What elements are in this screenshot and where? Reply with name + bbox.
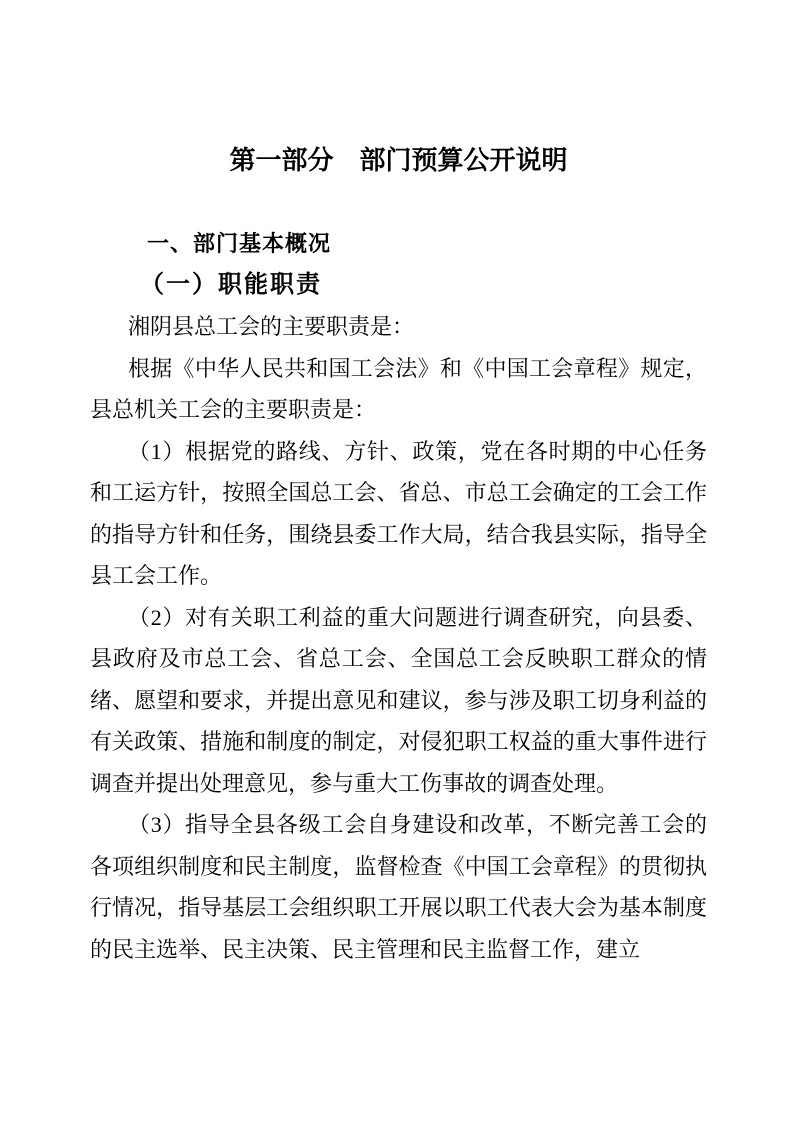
paragraph-duty-3: （3）指导全县各级工会自身建设和改革，不断完善工会的各项组织制度和民主制度，监督检查《中国工会章程》的贯彻执行情况，指导基层工会组织职工开展以职工代表大会为基本制度的民主选举、民主决策、民主管理和民主监督工作，建立 [90, 812, 707, 962]
paragraph-basis: 根据《中华人民共和国工会法》和《中国工会章程》规定，县总机关工会的主要职责是： [90, 355, 707, 422]
paragraph-duty-2: （2）对有关职工利益的重大问题进行调查研究，向县委、县政府及市总工会、省总工会、全国总工会反映职工群众的情绪、愿望和要求，并提出意见和建议，参与涉及职工切身利益的有关政策、措施和制度的制定，对侵犯职工权益的重大事件进行调查并提出处理意见，参与重大工伤事故的调查处理。 [90, 604, 707, 796]
document-title: 第一部分 部门预算公开说明 [229, 145, 568, 175]
subsection-heading: （一）职能职责 [140, 271, 322, 298]
paragraph-intro: 湘阴县总工会的主要职责是： [128, 314, 415, 339]
document-content [90, 0, 707, 970]
paragraph-duty-1: （1）根据党的路线、方针、政策，党在各时期的中心任务和工运方针，按照全国总工会、省总、市总工会确定的工会工作的指导方针和任务，围绕县委工作大局，结合我县实际，指导全县工会工作。 [90, 438, 707, 588]
section-heading: 一、部门基本概况 [147, 231, 332, 256]
